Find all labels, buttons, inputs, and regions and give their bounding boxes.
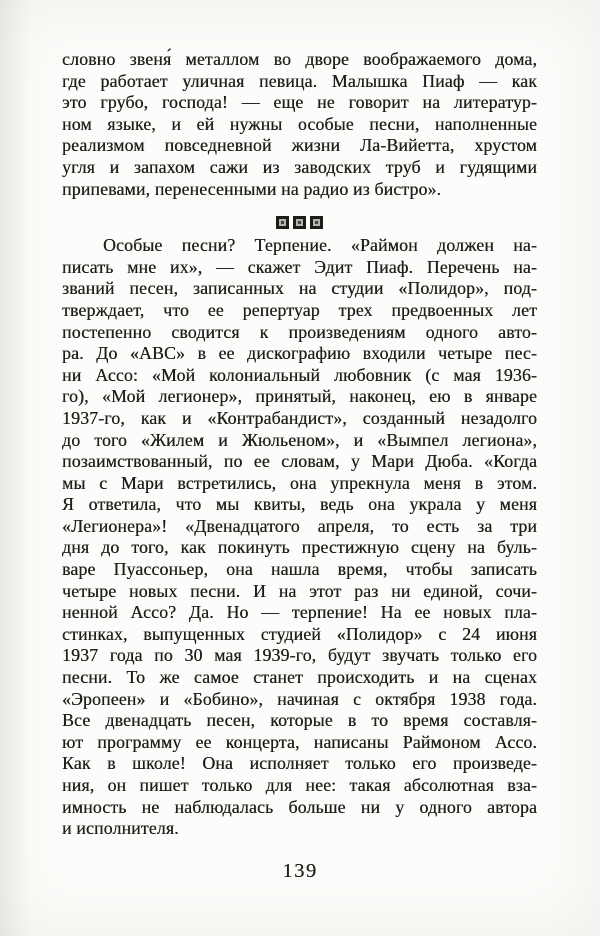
square-ornament-icon — [293, 216, 306, 229]
text-line: мы с Мари встретились, она упрекнула меня в этом. — [62, 472, 537, 493]
text-line: припевами, перенесенными на радио из бистро». — [62, 178, 442, 199]
text-line: четыре новых песни. И на этот раз ни единой, сочи- — [62, 580, 537, 601]
text-line: ра. До «АВС» в ее дискографию входили четыре пес- — [62, 343, 537, 364]
text-line: «Эропеен» и «Бобино», начиная с октября 1938 года. — [62, 688, 537, 709]
text-line: стинках, выпущенных студией «Полидор» с 24 июня — [62, 623, 537, 644]
square-ornament-icon — [310, 216, 323, 229]
text-line: словно звеня́ металлом во дворе воображаемого дома, — [62, 49, 537, 69]
text-line: го), «Мой легионер», принятый, наконец, ею в январе — [62, 386, 537, 407]
text-line: Я ответила, что мы квиты, ведь она украла у меня — [62, 494, 537, 515]
text-line: ни Ассо: «Мой колониальный любовник (с мая 1936- — [62, 364, 537, 385]
text-line: Особые песни? Терпение. «Раймон должен на- — [103, 235, 537, 256]
text-line: 1937 года по 30 мая 1939-го, будут звучать только его — [62, 645, 537, 666]
text-line: имность не наблюдалась больше ни у одного автора — [62, 796, 537, 817]
text-line: тверждает, что ее репертуар трех предвоенных лет — [62, 299, 537, 320]
paragraph — [62, 235, 537, 840]
text-line: где работает уличная певица. Малышка Пиаф — как — [62, 70, 537, 91]
text-line: позаимствованный, по ее словам, у Мари Дюба. «Когда — [62, 451, 537, 472]
text-line: ют программу ее концерта, написаны Раймоном Ассо. — [62, 731, 537, 752]
text-line: «Легионера»! «Двенадцатого апреля, то есть за три — [62, 515, 537, 536]
section-divider — [62, 213, 537, 228]
text-line: реализмом повседневной жизни Ла-Вийетта, хрустом — [62, 135, 537, 156]
paragraph — [62, 49, 537, 200]
page-number: 139 — [282, 860, 318, 882]
text-line: и исполнителя. — [62, 818, 179, 839]
text-line: Все двенадцать песен, которые в то время составля- — [62, 710, 537, 731]
text-line: дня до того, как покинуть престижную сцену на буль- — [62, 537, 537, 558]
text-line: ненной Ассо? Да. Но — терпение! На ее новых пла- — [62, 602, 537, 623]
text-line: до того «Жилем и Жюльеном», и «Вымпел легиона», — [62, 429, 537, 450]
text-line: угля и запахом сажи из заводских труб и гудящими — [62, 156, 537, 177]
square-ornament-icon — [276, 216, 289, 229]
text-line: 1937-го, как и «Контрабандист», созданный незадолго — [62, 407, 537, 428]
text-line: Как в школе! Она исполняет только его произведе- — [62, 753, 537, 774]
text-line: постепенно сводится к произведениям одного авто- — [62, 321, 537, 342]
text-line: званий песен, записанных на студии «Полидор», под- — [62, 278, 537, 299]
text-line: это грубо, господа! — еще не говорит на литератур- — [62, 92, 537, 113]
text-line: варе Пуассоньер, она нашла время, чтобы записать — [62, 559, 537, 580]
text-line: ния, он пишет только для нее: такая абсолютная вза- — [62, 775, 537, 795]
text-line: писать мне их», — скажет Эдит Пиаф. Перечень на- — [62, 256, 537, 277]
text-line: песни. То же самое станет происходить и на сценах — [62, 667, 537, 688]
text-line: ном языке, и ей нужны особые песни, наполненные — [62, 113, 537, 134]
